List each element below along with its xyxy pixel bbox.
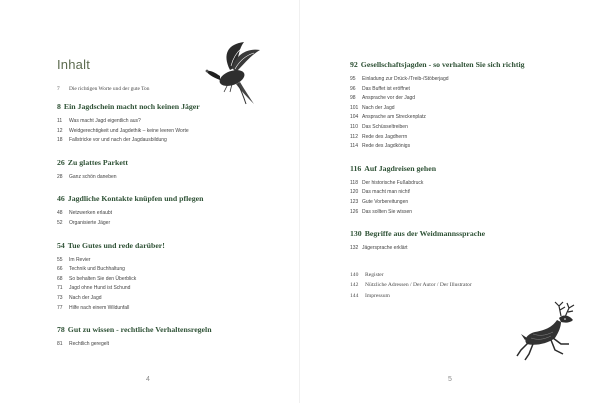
entry-text: Im Revier	[69, 256, 91, 263]
entry-text: Das sollten Sie wissen	[362, 208, 413, 215]
chapter-page-number: 46	[57, 194, 65, 204]
toc-entry[interactable]	[57, 117, 247, 127]
toc-entry[interactable]	[350, 179, 580, 189]
toc-entry[interactable]	[350, 75, 580, 85]
chapter-page-number: 116	[350, 163, 362, 173]
entry-page-number: 104	[350, 114, 359, 121]
toc-chapter[interactable]	[350, 229, 580, 238]
toc-entry[interactable]	[350, 94, 580, 104]
entry-text: Ansprache am Streckenplatz	[362, 114, 426, 121]
chapter-page-number: 78	[57, 325, 65, 335]
entry-page-number: 123	[350, 198, 359, 205]
toc-entry[interactable]	[57, 219, 247, 229]
entry-page-number: 144	[350, 292, 359, 299]
chapter-title: Jagdliche Kontakte knüpfen und pflegen	[67, 194, 204, 204]
entry-text: Impressum	[365, 292, 390, 299]
entry-text: Rede des Jagdherrn	[362, 133, 408, 140]
toc-entry[interactable]	[350, 208, 580, 218]
entry-page-number: 132	[350, 245, 359, 252]
entry-page-number: 12	[57, 127, 63, 134]
toc-chapter[interactable]	[57, 194, 247, 203]
toc-right-column	[350, 60, 580, 301]
entry-text: Ganz schön daneben	[69, 173, 117, 180]
page-number: 5	[448, 376, 452, 383]
toc-entry[interactable]	[350, 142, 580, 152]
chapter-title: Gesellschaftsjagden - so verhalten Sie sich richtig	[360, 60, 525, 69]
toc-entry[interactable]	[57, 340, 247, 350]
entry-text: Das Buffet ist eröffnet	[362, 85, 410, 92]
toc-back-entry[interactable]	[350, 270, 580, 281]
toc-entry[interactable]	[57, 304, 247, 314]
entry-text: Register	[365, 271, 384, 278]
entry-page-number: 142	[350, 282, 359, 289]
toc-entry[interactable]	[350, 104, 580, 114]
chapter-page-number: 130	[350, 229, 362, 239]
toc-entry[interactable]	[57, 127, 247, 137]
entry-text: Rechtlich geregelt	[69, 341, 110, 348]
entry-text: Nach der Jagd	[69, 294, 102, 301]
toc-entry[interactable]	[57, 256, 247, 266]
toc-entry[interactable]	[350, 123, 580, 133]
entry-text: Weidgerechtigkeit und Jagdethik – keine leeren Worte	[69, 127, 189, 134]
toc-entry[interactable]	[57, 209, 247, 219]
chapter-page-number: 92	[350, 60, 358, 69]
entry-page-number: 112	[350, 133, 358, 140]
toc-entry[interactable]	[350, 188, 580, 198]
entry-page-number: 118	[350, 179, 358, 186]
entry-page-number: 28	[57, 173, 63, 180]
toc-left-column	[57, 86, 247, 350]
entry-page-number: 96	[350, 85, 356, 92]
entry-page-number: 140	[350, 271, 359, 278]
entry-text: Technik und Buchhaltung	[69, 266, 125, 273]
entry-page-number: 81	[57, 341, 63, 348]
entry-page-number: 126	[350, 208, 359, 215]
entry-text: Was macht Jagd eigentlich aus?	[69, 118, 141, 124]
entry-text: Der historische Fußabdruck	[362, 179, 424, 186]
toc-chapter[interactable]	[57, 102, 247, 111]
entry-page-number: 55	[57, 256, 63, 263]
entry-text: Fallstricke vor und nach der Jagdausbildung	[69, 137, 167, 144]
entry-page-number: 11	[57, 118, 63, 124]
entry-text: Einladung zur Drück-/Treib-/Stöberjagd	[362, 76, 449, 82]
toc-entry[interactable]	[57, 275, 247, 285]
chapter-page-number: 8	[57, 102, 61, 111]
toc-entry[interactable]	[57, 294, 247, 304]
entry-text: Ansprache vor der Jagd	[362, 95, 416, 102]
toc-entry[interactable]	[57, 265, 247, 275]
entry-text: Nützliche Adressen / Der Autor / Der Illustrator	[365, 282, 472, 289]
entry-page-number: 71	[57, 285, 63, 292]
toc-intro-entry[interactable]	[57, 86, 247, 92]
entry-page-number: 77	[57, 304, 63, 311]
toc-entry[interactable]	[350, 133, 580, 143]
toc-entry[interactable]	[350, 85, 580, 95]
toc-entry[interactable]	[350, 198, 580, 208]
entry-page-number: 7	[57, 86, 60, 92]
entry-text: So behalten Sie den Überblick	[69, 275, 137, 282]
right-page	[300, 0, 600, 403]
toc-entry[interactable]	[57, 173, 247, 183]
chapter-title: Gut zu wissen - rechtliche Verhaltensregeln	[67, 325, 212, 335]
toc-entry[interactable]	[350, 113, 580, 123]
entry-page-number: 52	[57, 219, 63, 226]
toc-chapter[interactable]	[57, 158, 247, 167]
toc-back-entry[interactable]	[350, 280, 580, 291]
entry-page-number: 120	[350, 189, 359, 196]
entry-text: Jägersprache erklärt	[362, 245, 408, 252]
entry-page-number: 68	[57, 275, 63, 282]
entry-text: Das Schüsseltreiben	[362, 123, 408, 130]
entry-text: Das macht man nicht!	[362, 189, 411, 196]
chapter-title: Auf Jagdreisen gehen	[364, 163, 437, 173]
entry-text: Die richtigen Worte und der gute Ton	[69, 86, 150, 92]
entry-page-number: 66	[57, 266, 63, 273]
entry-text: Rede des Jagdkönigs	[362, 143, 411, 150]
entry-page-number: 101	[350, 104, 359, 111]
chapter-title: Ein Jagdschein macht noch keinen Jäger	[63, 102, 200, 111]
toc-chapter[interactable]	[57, 241, 247, 250]
entry-text: Gute Vorbereitungen	[362, 198, 409, 205]
entry-text: Jagd ohne Hund ist Schund	[69, 285, 131, 292]
toc-entry[interactable]	[57, 136, 247, 146]
entry-text: Nach der Jagd	[362, 104, 395, 111]
entry-text: Organisierte Jäger	[69, 219, 111, 226]
entry-page-number: 48	[57, 210, 63, 217]
entry-page-number: 18	[57, 137, 63, 144]
chapter-title: Tue Gutes und rede darüber!	[67, 240, 165, 250]
chapter-page-number: 54	[57, 240, 65, 250]
entry-page-number: 95	[350, 76, 356, 82]
toc-entry[interactable]	[57, 284, 247, 294]
deer-illustration	[513, 300, 585, 362]
chapter-title: Zu glattes Parkett	[67, 157, 128, 167]
entry-text: Hilfe nach einem Wildunfall	[69, 304, 130, 311]
entry-page-number: 98	[350, 95, 356, 102]
entry-page-number: 73	[57, 294, 63, 301]
entry-page-number: 114	[350, 143, 358, 150]
toc-chapter[interactable]	[350, 164, 580, 173]
entry-text: Netzwerken erlaubt	[69, 210, 113, 217]
entry-page-number: 110	[350, 123, 358, 130]
page-title: Inhalt	[57, 57, 91, 72]
chapter-page-number: 26	[57, 157, 65, 167]
page-number: 4	[146, 376, 150, 383]
chapter-title: Begriffe aus der Weidmannssprache	[364, 229, 486, 239]
toc-entry[interactable]	[350, 244, 580, 254]
toc-chapter[interactable]	[350, 60, 580, 69]
toc-chapter[interactable]	[57, 325, 247, 334]
